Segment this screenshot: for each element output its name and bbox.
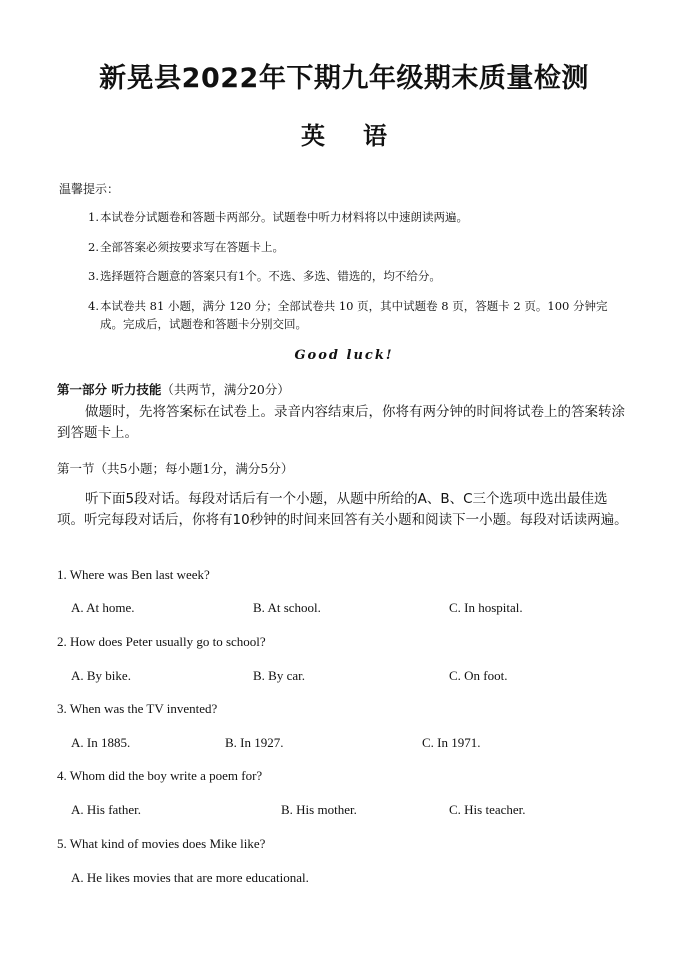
question-stem: 5. What kind of movies does Mike like? — [57, 836, 266, 851]
question-stem: 1. Where was Ben last week? — [57, 567, 210, 582]
tip-text: 选择题符合题意的答案只有1个。不选、多选、错选的，均不给分。 — [100, 269, 441, 283]
tip-number: 3. — [88, 269, 99, 283]
question-stem: 4. Whom did the boy write a poem for? — [57, 768, 263, 783]
tip-number: 1. — [88, 210, 99, 224]
option-a: A. He likes movies that are more educational. — [71, 870, 309, 885]
tip-item — [88, 267, 618, 285]
option-a: A. His father. — [71, 802, 142, 817]
exam-title: 新晃县2022年下期九年级期末质量检测 — [99, 63, 589, 94]
option-c: C. In 1971. — [422, 735, 481, 750]
part1-instruction: 做题时，先将答案标在试卷上。录音内容结束后，你将有两分钟的时间将试卷上的答案转涂到答题卡上。 — [57, 404, 625, 441]
option-c: C. His teacher. — [449, 802, 526, 817]
option-b: B. By car. — [253, 668, 305, 683]
section1-instruction: 听下面5段对话。每段对话后有一个小题，从题中所给的A、B、C三个选项中选出最佳选项。听完每段对话后，你将有10秒钟的时间来回答有关小题和阅读下一小题。每段对话读两遍。 — [57, 491, 628, 528]
tip-number: 2. — [88, 240, 99, 254]
part1-heading-score: （共两节，满分20分） — [161, 382, 290, 397]
question-stem: 2. How does Peter usually go to school? — [57, 634, 266, 649]
option-a: A. At home. — [71, 600, 135, 615]
option-c: C. On foot. — [449, 668, 508, 683]
option-b: B. At school. — [253, 600, 321, 615]
part1-heading — [57, 380, 290, 398]
subject-title: 英语 — [301, 121, 425, 150]
tip-text: 本试卷共 81 小题，满分 120 分；全部试卷共 10 页，其中试题卷 8 页，答题卡 2 页。100 分钟完成。完成后，试题卷和答题卡分别交回。 — [100, 299, 608, 331]
tip-number: 4. — [88, 299, 99, 313]
option-b: B. His mother. — [281, 802, 357, 817]
option-c: C. In hospital. — [449, 600, 523, 615]
part1-heading-title: 第一部分 听力技能 — [57, 382, 162, 397]
option-a: A. By bike. — [71, 668, 131, 683]
tip-item — [88, 208, 618, 226]
option-a: A. In 1885. — [71, 735, 131, 750]
tip-text: 本试卷分试题卷和答题卡两部分。试题卷中听力材料将以中速朗读两遍。 — [100, 210, 468, 224]
tips-heading: 温馨提示： — [59, 182, 120, 196]
question-stem: 3. When was the TV invented? — [57, 701, 218, 716]
option-b: B. In 1927. — [225, 735, 284, 750]
good-luck: Good luck! — [294, 348, 394, 363]
tip-text: 全部答案必须按要求写在答题卡上。 — [100, 240, 284, 254]
tip-item — [88, 297, 630, 333]
section1-heading: 第一节（共5小题；每小题1分，满分5分） — [57, 461, 294, 476]
tip-item — [88, 238, 618, 256]
